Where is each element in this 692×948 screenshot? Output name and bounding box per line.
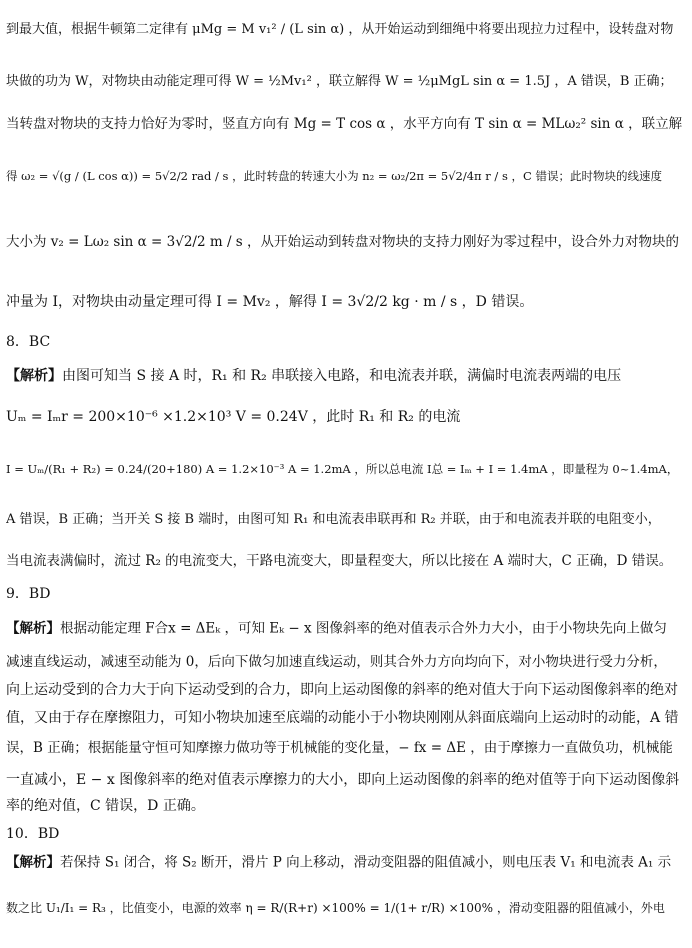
text-line: 冲量为 I，对物块由动量定理可得 I = Mv₂ ，解得 I = 3√2/2 kg · m / s ，D 错误。 bbox=[6, 294, 534, 310]
analysis-line bbox=[6, 366, 684, 386]
text-line: 若保持 S₁ 闭合，将 S₂ 断开，滑片 P 向上移动，滑动变阻器的阻值减小，则电压表 V₁ 和电流表 A₁ 示 bbox=[60, 854, 672, 871]
text-line: Uₘ = Iₘr = 200×10⁻⁶ ×1.2×10³ V = 0.24V ，此时 R₁ 和 R₂ 的电流 bbox=[6, 409, 461, 425]
text-line: 率的绝对值，C 错误，D 正确。 bbox=[6, 798, 205, 814]
text-line: A 错误，B 正确；当开关 S 接 B 端时，由图可知 R₁ 和电流表串联再和 R₂ 并联，由于和电流表并联的电阻变小， bbox=[6, 512, 661, 527]
text-line: 误，B 正确；根据能量守恒可知摩擦力做功等于机械能的变化量，− fx = ΔE ，由于摩擦力一直做负功，机械能 bbox=[6, 740, 673, 756]
text-line: 数之比 U₁/I₁ = R₃ ，比值变小，电源的效率 η = R/(R+r) ×100% = 1/(1+ r/R) ×100% ，滑动变阻器的阻值减小，外电 bbox=[6, 901, 665, 915]
text-line: 到最大值，根据牛顿第二定律有 μMg = M v₁² / (L sin α) ，从开始运动到细绳中将要出现拉力过程中，设转盘对物 bbox=[6, 22, 674, 37]
text-line: 当电流表满偏时，流过 R₂ 的电流变大，干路电流变大，即量程变大，所以比接在 A 端时大，C 正确，D 错误。 bbox=[6, 553, 673, 569]
text-line: 由图可知当 S 接 A 时，R₁ 和 R₂ 串联接入电路，和电流表并联，满偏时电流表两端的电压 bbox=[62, 368, 622, 384]
question-number: 9．BD bbox=[6, 586, 51, 602]
text-line: 向上运动受到的合力大于向下运动受到的合力，即向上运动图像的斜率的绝对值大于向下运动图像斜率的绝对 bbox=[6, 682, 678, 698]
text-line: 大小为 v₂ = Lω₂ sin α = 3√2/2 m / s ，从开始运动到转盘对物块的支持力刚好为零过程中，设合外力对物块的 bbox=[6, 234, 680, 250]
question-number: 8．BC bbox=[6, 334, 51, 350]
text-line: 得 ω₂ = √(g / (L cos α)) = 5√2/2 rad / s ，此时转盘的转速大小为 n₂ = ω₂/2π = 5√2/4π r / s ，C 错误；此时物块的线速度 bbox=[6, 169, 662, 183]
text-line: 根据动能定理 F合x = ΔEₖ ，可知 Eₖ − x 图像斜率的绝对值表示合外力大小，由于小物块先向上做匀 bbox=[60, 620, 667, 637]
text-line: 一直减小，E − x 图像斜率的绝对值表示摩擦力的大小，即向上运动图像的斜率的绝对值等于向下运动图像斜 bbox=[6, 772, 680, 788]
text-line: 当转盘对物块的支持力恰好为零时，竖直方向有 Mg = T cos α ，水平方向有 T sin α = MLω₂² sin α ，联立解 bbox=[6, 116, 683, 132]
question-number: 10．BD bbox=[6, 826, 60, 842]
text-line: 减速直线运动，减速至动能为 0，后向下做匀加速直线运动，则其合外力方向均向下，对小物块进行受力分析， bbox=[6, 654, 667, 670]
text-line: I = Uₘ/(R₁ + R₂) = 0.24/(20+180) A = 1.2×10⁻³ A = 1.2mA ，所以总电流 I总 = Iₘ + I = 1.4mA ，即量程为 0~1.4mA， bbox=[6, 462, 679, 476]
analysis-label: 【解析】 bbox=[6, 620, 60, 637]
text-line: 块做的功为 W，对物块由动能定理可得 W = ½Mv₁² ，联立解得 W = ½μMgL sin α = 1.5J ，A 错误，B 正确； bbox=[6, 74, 673, 89]
analysis-line bbox=[6, 852, 684, 873]
analysis-line bbox=[6, 618, 684, 639]
analysis-label: 【解析】 bbox=[6, 368, 62, 384]
text-line: 值，又由于存在摩擦阻力，可知小物块加速至底端的动能小于小物块刚刚从斜面底端向上运动时的动能，A 错 bbox=[6, 710, 679, 726]
analysis-label: 【解析】 bbox=[6, 854, 60, 871]
